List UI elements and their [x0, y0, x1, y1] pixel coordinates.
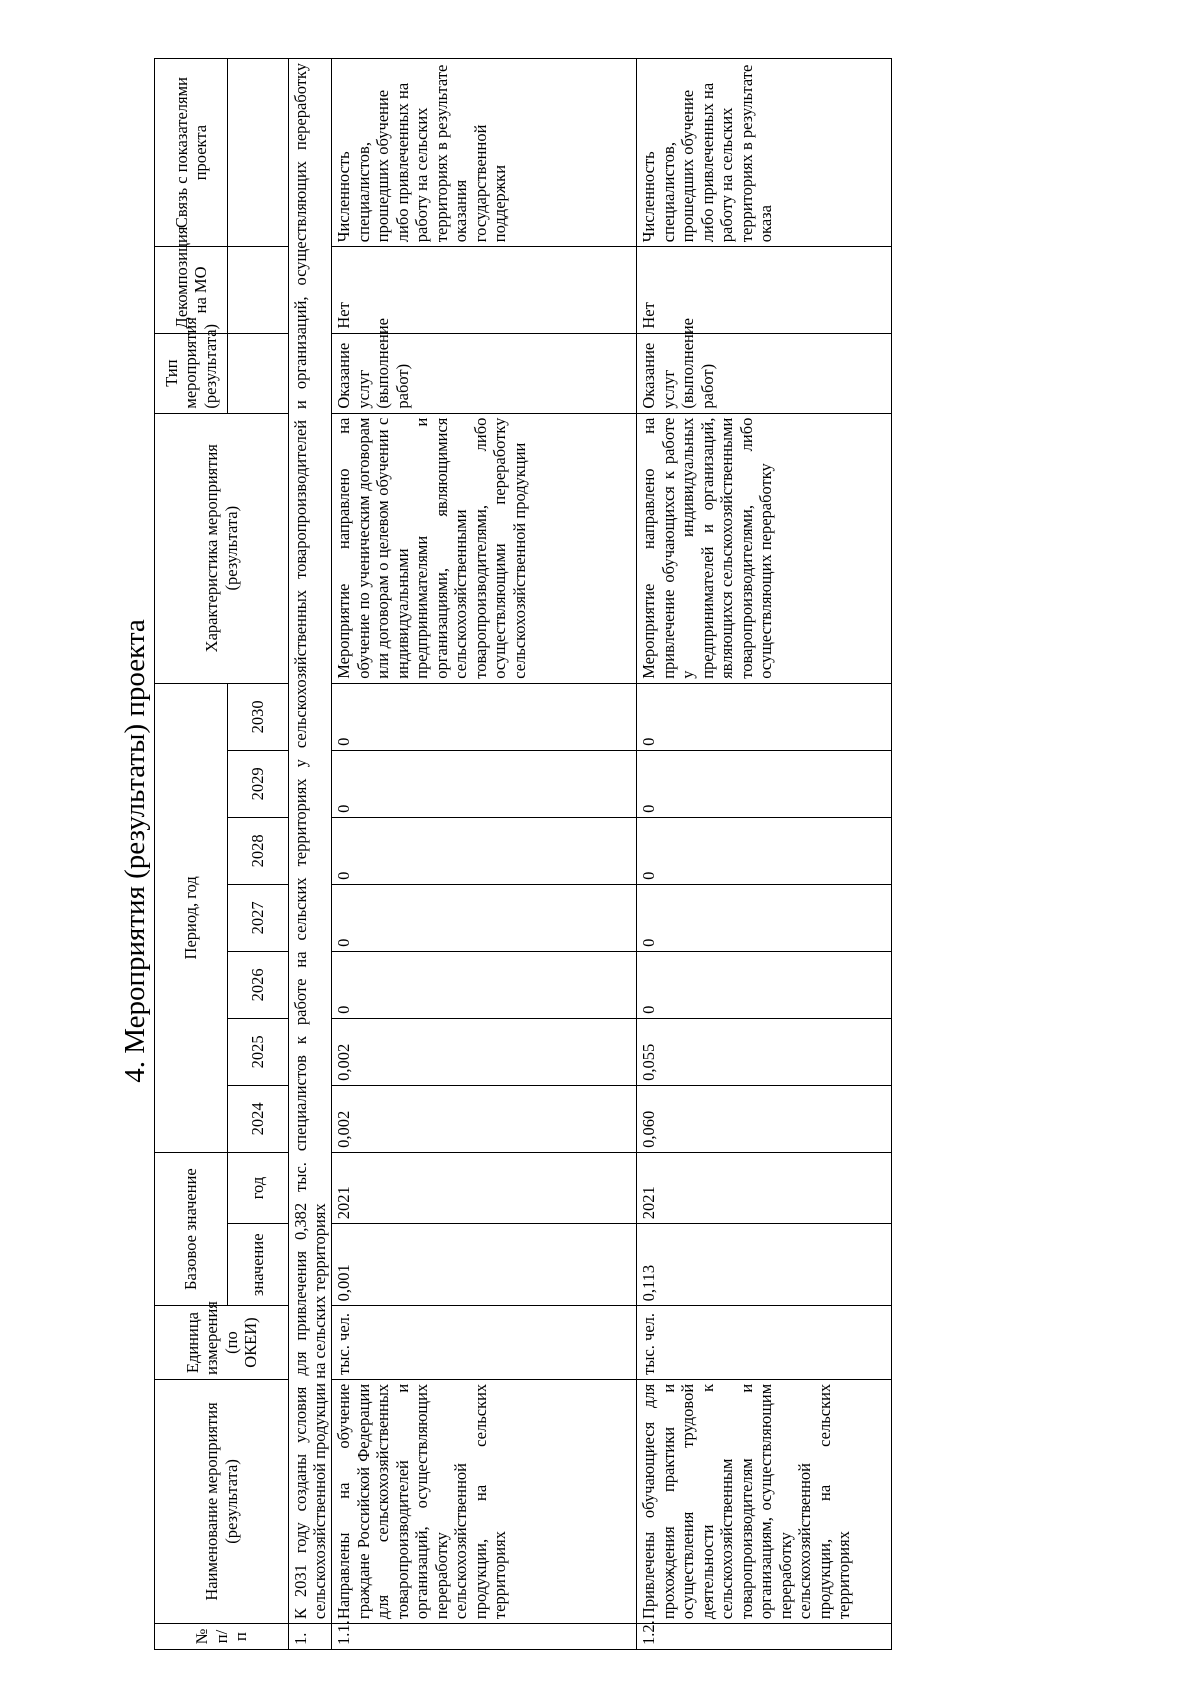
header-decomposition: Декомпозиция на МО [155, 247, 228, 333]
table-row [637, 59, 892, 1650]
header-type-empty [228, 333, 289, 413]
header-num: № п/п [155, 1624, 289, 1650]
row-year-value: 0 [332, 750, 637, 817]
header-characteristic: Характеристика мероприятия (результата) [155, 413, 289, 683]
row-year-value: 0,055 [637, 1018, 892, 1085]
header-year: 2027 [228, 884, 289, 951]
row-unit: тыс. чел. [332, 1306, 637, 1379]
row-year-value: 0 [637, 884, 892, 951]
header-base: Базовое значение [155, 1152, 228, 1305]
row-year-value: 0,060 [637, 1085, 892, 1152]
row-decomposition: Нет [332, 247, 637, 333]
row-link: Численность специалистов, прошедших обучение либо привлеченных на работу на сельских территориях в результате оказа [637, 59, 892, 247]
header-year: 2025 [228, 1018, 289, 1085]
row-year-value: 0,002 [332, 1085, 637, 1152]
row-name: Привлечены обучающиеся для прохождения практики и осуществления трудовой деятельности к сельскохозяйственным товаропроизводителям и организациям, осуществляющим переработку сельскохозяйственной продукции, на сельских территориях [637, 1379, 892, 1623]
page-title: 4. Мероприятия (результаты) проекта [119, 619, 151, 1083]
row-base-value: 0,113 [637, 1224, 892, 1306]
row-year-value: 0 [332, 884, 637, 951]
row-base-year: 2021 [332, 1152, 637, 1223]
row-year-value: 0 [332, 683, 637, 750]
header-period: Период, год [155, 683, 228, 1152]
header-year: 2029 [228, 750, 289, 817]
header-year: 2030 [228, 683, 289, 750]
header-base-value: значение [228, 1224, 289, 1306]
header-year: 2024 [228, 1085, 289, 1152]
header-year: 2028 [228, 817, 289, 884]
row-base-year: 2021 [637, 1152, 892, 1223]
header-decomposition-empty [228, 247, 289, 333]
row-year-value: 0,002 [332, 1018, 637, 1085]
header-base-year: год [228, 1152, 289, 1223]
row-unit: тыс. чел. [637, 1306, 892, 1379]
table-row [332, 59, 637, 1650]
row-link: Численность специалистов, прошедших обучение либо привлеченных на работу на сельских территориях в результате оказания государственной поддержки [332, 59, 637, 247]
row-num: 1.2. [637, 1624, 892, 1650]
row-type: Оказание услуг (выполнение работ) [637, 333, 892, 413]
row-year-value: 0 [637, 683, 892, 750]
row-year-value: 0 [637, 817, 892, 884]
header-year: 2026 [228, 951, 289, 1018]
goal-text: К 2031 году созданы условия для привлечения 0,382 тыс. специалистов к работе на сельских территориях у сельскохозяйственных товаропроизводителей и организаций, осуществляющих переработку сельскохозяйственной продукции на сельских территориях [289, 59, 332, 1624]
row-year-value: 0 [332, 951, 637, 1018]
goal-row [289, 59, 332, 1650]
header-name: Наименование мероприятия (результата) [155, 1379, 289, 1623]
measures-table [154, 58, 892, 1650]
row-characteristic: Мероприятие направлено на обучение по ученическим договорам или договорам о целевом обучении с индивидуальными предпринимателями и организациями, являющимися сельскохозяйственными товаропроизводителями, либо осуществляющими переработку сельскохозяйственной продукции [332, 413, 637, 683]
header-unit: Единица измерения (по ОКЕИ) [155, 1306, 289, 1379]
header-type: Тип мероприятия (результата) [155, 333, 228, 413]
header-link-empty [228, 59, 289, 247]
row-year-value: 0 [637, 951, 892, 1018]
header-link: Связь с показателями проекта [155, 59, 228, 247]
row-base-value: 0,001 [332, 1224, 637, 1306]
row-type: Оказание услуг (выполнение работ) [332, 333, 637, 413]
row-num: 1.1. [332, 1624, 637, 1650]
row-year-value: 0 [332, 817, 637, 884]
row-characteristic: Мероприятие направлено на привлечение обучающихся к работе у индивидуальных предпринимателей и организаций, являющихся сельскохозяйственными товаропроизводителями, либо осуществляющих переработку [637, 413, 892, 683]
row-year-value: 0 [637, 750, 892, 817]
goal-num: 1. [289, 1624, 332, 1650]
row-decomposition: Нет [637, 247, 892, 333]
row-name: Направлены на обучение граждане Российской Федерации для сельскохозяйственных товаропроизводителей и организаций, осуществляющих переработку сельскохозяйственной продукции, на сельских территориях [332, 1379, 637, 1623]
